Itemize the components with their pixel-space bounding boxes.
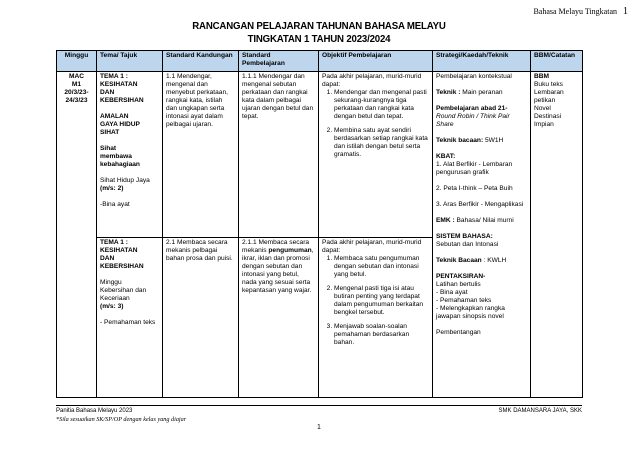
strategi-cell (433, 72, 531, 398)
col-header-sk: Standard Kandungan (163, 51, 239, 72)
week-code: MAC (68, 73, 85, 80)
bacaan-value: 5W1H (483, 137, 504, 144)
pentaksiran-item: - Bina ayat (436, 289, 468, 296)
topic-line: Minggu (100, 279, 122, 286)
abad21-label: Pembelajaran abad 21- (436, 105, 508, 112)
tema-line: DAN (100, 89, 115, 96)
page-ref: (m/s: 3) (100, 303, 124, 310)
footer-note: *Sila sesuaikan SK/SP/OP dengan kelas yang diajar (56, 416, 187, 423)
table-row (57, 72, 583, 238)
objektif-cell (319, 72, 433, 238)
tajuk-line: GAYA HIDUP (100, 121, 140, 128)
teknik-line (436, 89, 527, 97)
table-header-row (57, 51, 583, 72)
strategy-line: Pembelajaran kontekstual (436, 73, 512, 80)
col-header-sp: Standard Pembelajaran (239, 51, 319, 72)
sp-text: 2.1.1 Membaca secara mekanis (242, 239, 310, 254)
objektif-item: 2. Membina satu ayat sendiri berdasarkan setiap rangkai kata dan istilah dengan betul serta gramatis. (334, 127, 429, 159)
tajuk-line: AMALAN (100, 113, 129, 120)
activity-item: - Pemahaman teks (100, 319, 156, 326)
sp-text: , ikrar, iklan dan promosi dengan sebutan dan intonasi yang betul, nada yang sesuai serta kepantasan yang wajar. (242, 247, 314, 294)
objektif-item: 2. Mengenal pasti tiga isi atau butiran penting yang terdapat dalam pengumuman berkaitan bengkel tersebut. (334, 285, 429, 317)
bacaan2-value: : KWLH (481, 257, 507, 264)
week-date-start: 20/3/23- (64, 89, 89, 96)
sistem-bahasa-value: Sebutan dan Intonasi (436, 241, 499, 248)
activity-item: -Bina ayat (100, 201, 130, 208)
sistem-bahasa-label: SISTEM BAHASA: (436, 233, 493, 240)
subtopic-line: kebahagiaan (100, 161, 140, 168)
emk-label: EMK : (436, 217, 455, 224)
sk-cell: 2.1 Membaca secara mekanis pelbagai bahan prosa dan puisi. (163, 238, 239, 398)
bacaan2-line (436, 257, 527, 265)
document-title: RANCANGAN PELAJARAN TAHUNAN BAHASA MELAYU (192, 20, 446, 32)
col-header-objektif: Objektif Pembelajaran (319, 51, 433, 72)
page-number: 1 (317, 424, 321, 431)
bacaan2-label: Teknik Bacaan (436, 257, 482, 264)
sp-cell: 1.1.1 Mendengar dan mengenal sebutan perkataan dan rangkai kata dalam pelbagai ujaran dengan betul dan tepat. (239, 72, 319, 238)
topic-line: Kebersihan dan (100, 287, 147, 294)
bbm-item: Novel Destinasi Impian (534, 105, 562, 128)
week-date-end: 24/3/23 (65, 97, 88, 104)
week-number: M1 (71, 81, 82, 88)
tema-label: TEMA 1 : (100, 73, 128, 80)
header-page-number: 1 (623, 6, 628, 17)
extra-text: Sihat Hidup Jaya (100, 177, 150, 184)
tema-cell (97, 238, 163, 398)
footer-right: SMK DAMANSARA JAYA, SKK (498, 408, 582, 414)
kbat-item: 3. Aras Berfikir - Mengaplikasi (436, 201, 524, 208)
pentaksiran-item: Latihan bertulis (436, 281, 481, 288)
footer-left: Panitia Bahasa Melayu 2023 (56, 408, 133, 414)
sp-keyword: pengumuman (268, 247, 312, 254)
topic-line: Keceriaan (100, 295, 130, 302)
objektif-intro: Pada akhir pelajaran, murid-murid dapat: (322, 239, 422, 254)
pentaksiran-label: PENTAKSIRAN- (436, 273, 486, 280)
abad21-value: Round Robin / Think Pair Share (436, 113, 510, 128)
page-ref: (m/s: 2) (100, 185, 124, 192)
bbm-item: Lembaran petikan (534, 89, 564, 104)
bbm-cell (531, 72, 583, 398)
bacaan-line (436, 137, 527, 145)
objektif-item: 3. Menjawab soalan-soalan pemahaman berdasarkan bahan. (334, 323, 429, 347)
subtopic-line: Sihat (100, 145, 117, 152)
kbat-item: 1. Alat Berfikir - Lembaran pengurusan grafik (436, 161, 513, 176)
running-title: Bahasa Melayu Tingkatan (533, 7, 617, 16)
strategy-closing: Pembentangan (436, 329, 481, 336)
lesson-plan-table (56, 50, 583, 398)
subtopic-line: membawa (100, 153, 132, 160)
emk-line (436, 217, 527, 225)
bbm-item: Buku teks (534, 81, 563, 88)
tema-line: KESIHATAN (100, 247, 138, 254)
bbm-label: BBM (534, 73, 550, 80)
objektif-item: 1. Membaca satu pengumuman dengan sebutan dan intonasi yang betul. (334, 255, 429, 279)
running-header (533, 6, 628, 17)
objektif-item: 1. Mendengar dan mengenal pasti sekurang-kurangnya tiga perkataan dan rangkai kata dengan betul dan tepat. (334, 89, 429, 121)
page-footer (56, 405, 582, 423)
col-header-bbm: BBM/Catatan (531, 51, 583, 72)
tema-line: KESIHATAN (100, 81, 138, 88)
tema-label: TEMA 1 : (100, 239, 128, 246)
emk-value: Bahasa/ Nilai murni (454, 217, 514, 224)
col-header-strategi: Strategi/Kaedah/Teknik (433, 51, 531, 72)
tema-line: KEBERSIHAN (100, 263, 144, 270)
tema-line: DAN (100, 255, 115, 262)
tema-line: KEBERSIHAN (100, 97, 144, 104)
teknik-value: Main peranan (460, 89, 503, 96)
pentaksiran-item: - Melengkapkan rangka jawapan sinopsis novel (436, 305, 505, 320)
tema-cell (97, 72, 163, 238)
teknik-label: Teknik : (436, 89, 461, 96)
col-header-tema: Tema/ Tajuk (97, 51, 163, 72)
kbat-item: 2. Peta I-think – Peta Buih (436, 185, 513, 192)
sk-cell: 1.1 Mendengar, mengenal dan menyebut perkataan, rangkai kata, istilah dan ungkapan serta intonasi ayat dalam pelbagai ujaran. (163, 72, 239, 238)
objektif-intro: Pada akhir pelajaran, murid-murid dapat: (322, 73, 422, 88)
objektif-cell (319, 238, 433, 398)
week-cell (57, 72, 97, 398)
col-header-minggu: Minggu (57, 51, 97, 72)
bacaan-label: Teknik bacaan: (436, 137, 484, 144)
kbat-label: KBAT: (436, 153, 456, 160)
document-subtitle: TINGKATAN 1 TAHUN 2023/2024 (247, 33, 391, 45)
pentaksiran-item: - Pemahaman teks (436, 297, 492, 304)
tajuk-line: SIHAT (100, 129, 120, 136)
sp-cell (239, 238, 319, 398)
